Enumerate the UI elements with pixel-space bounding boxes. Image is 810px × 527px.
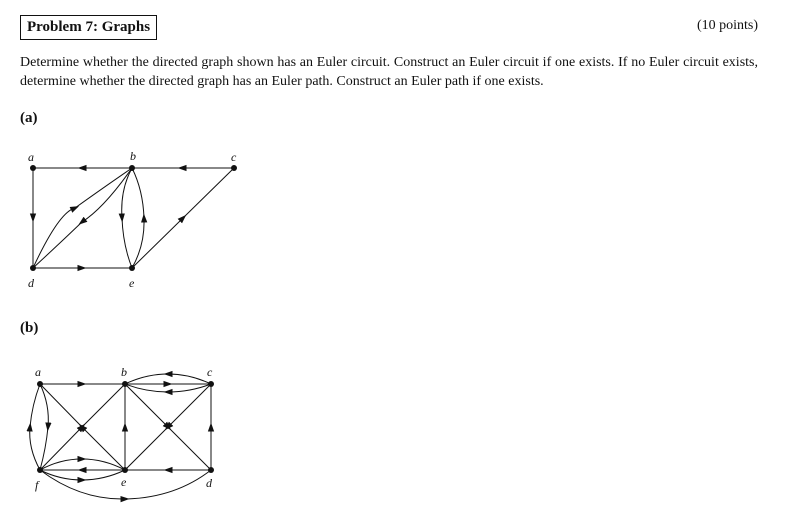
vertex-b-b xyxy=(122,381,128,387)
vertex-b-a xyxy=(37,381,43,387)
label-b-c: c xyxy=(207,365,213,379)
edge-b-c-b-1 xyxy=(125,374,211,384)
vertex-b-f xyxy=(37,467,43,473)
edge-b-f-e-1 xyxy=(40,459,125,470)
edge-b-f-a xyxy=(30,384,40,470)
label-a-c: c xyxy=(231,150,237,164)
vertex-b-e xyxy=(122,467,128,473)
label-a-d: d xyxy=(28,276,34,290)
problem-title: Problem 7: Graphs xyxy=(20,15,157,40)
edge-b-a-f xyxy=(40,384,48,470)
part-a-label: (a) xyxy=(20,110,38,126)
label-a-e: e xyxy=(129,276,135,290)
vertex-b-c xyxy=(208,381,214,387)
label-b-d: d xyxy=(206,476,212,490)
label-b-b: b xyxy=(121,365,127,379)
label-b-f: f xyxy=(35,478,39,492)
edge-b-c-b-2 xyxy=(125,384,211,392)
part-b-label: (b) xyxy=(20,320,39,336)
vertex-b-d xyxy=(208,467,214,473)
label-a-a: a xyxy=(28,150,34,164)
label-b-e: e xyxy=(121,475,127,489)
problem-statement: Determine whether the directed graph shown has an Euler circuit. Construct an Euler circuit if one exists. If no Euler circuit exists, determine whether the directed graph has an Euler path. Construct an Euler path if one exists. xyxy=(20,55,758,89)
label-a-b: b xyxy=(130,149,136,163)
problem-points: (10 points) xyxy=(696,18,758,33)
label-b-a: a xyxy=(35,365,41,379)
